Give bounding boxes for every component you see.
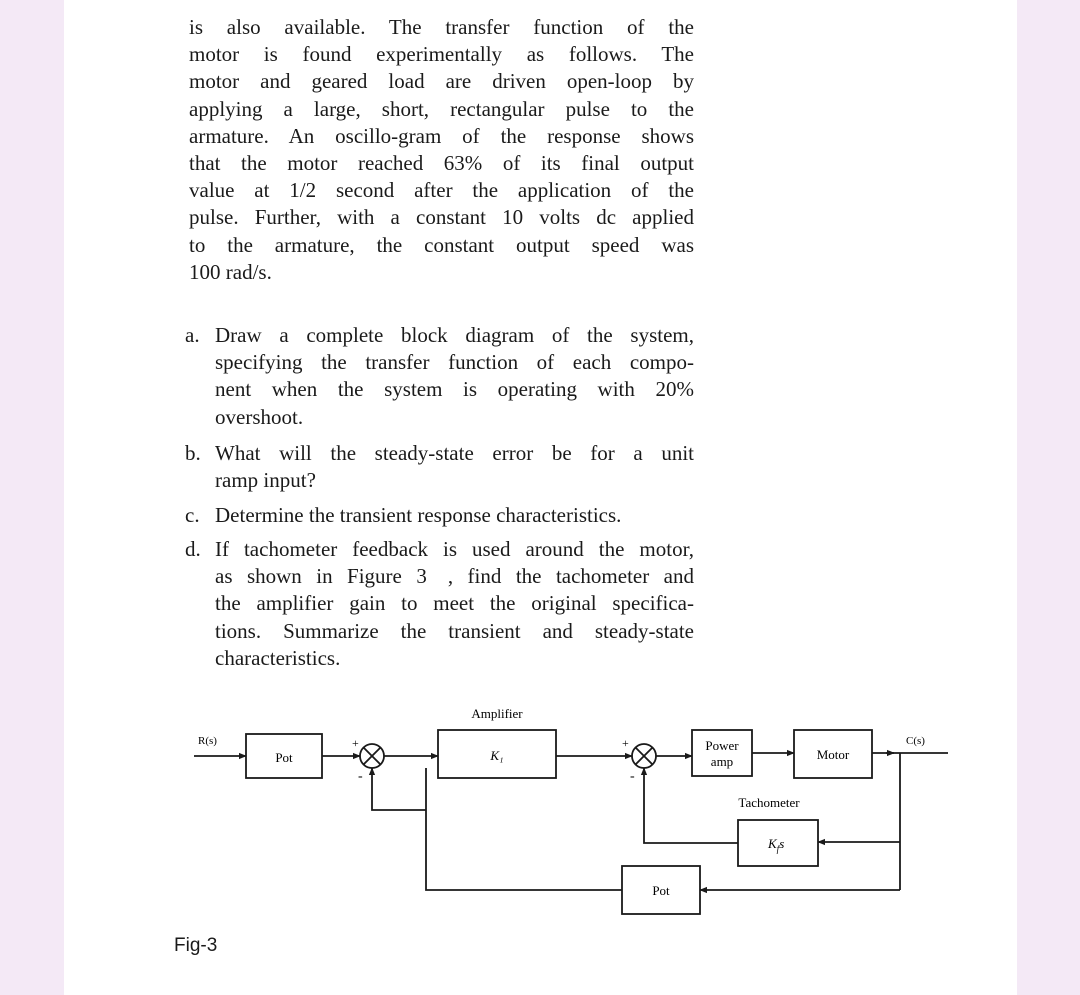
intro-line: that the motor reached 63% of its final output <box>189 151 694 176</box>
intro-line: motor is found experimentally as follows. The <box>189 42 694 67</box>
figure-label: Fig-3 <box>174 935 218 956</box>
question-b <box>185 440 694 494</box>
question-line: as shown in Figure 3 , find the tachometer and <box>215 564 694 589</box>
question-c <box>185 502 694 529</box>
intro-line: value at 1/2 second after the application of the <box>189 178 694 203</box>
intro-line: armature. An oscillo-gram of the response shows <box>189 123 694 148</box>
question-line: the amplifier gain to meet the original specifica- <box>215 591 694 616</box>
input-label: R(s) <box>198 735 217 747</box>
question-line: If tachometer feedback is used around the motor, <box>215 537 694 561</box>
pot-input-label: Pot <box>275 750 293 765</box>
intro-paragraph <box>189 14 694 286</box>
minus-sign-1: - <box>358 769 363 784</box>
question-line: What will the steady-state error be for a unit <box>215 441 694 465</box>
tach-feedback-arrow <box>644 768 738 843</box>
tachometer-block <box>738 820 818 866</box>
question-label: c. <box>185 503 200 527</box>
question-line: Determine the transient response characteristics. <box>215 503 622 527</box>
tach-gain-s: s <box>779 836 785 851</box>
question-line: overshoot. <box>215 404 304 429</box>
question-line: Draw a complete block diagram of the system, <box>215 323 694 347</box>
question-line: tions. Summarize the transient and steady-state <box>215 618 694 643</box>
plus-sign-1: + <box>352 736 359 750</box>
pot-feedback-arrow <box>372 768 426 810</box>
question-line: ramp input? <box>215 468 316 493</box>
pot-feedback-line <box>426 768 622 890</box>
question-label: a. <box>185 323 200 347</box>
question-label: b. <box>185 441 201 465</box>
document-page <box>64 0 1017 995</box>
motor-label: Motor <box>816 747 850 762</box>
power-amp-label: Power <box>705 738 739 753</box>
tach-gain-k: K <box>768 836 777 851</box>
pot-feedback-label: Pot <box>652 883 670 898</box>
tach-gain-sub: f <box>776 844 780 854</box>
output-label: C(s) <box>906 735 925 747</box>
power-amp-label-2: amp <box>710 754 734 769</box>
plus-sign-2: + <box>622 736 629 750</box>
question-d <box>185 536 694 672</box>
block-diagram <box>166 690 925 920</box>
power-amp-block <box>692 730 752 776</box>
intro-line: pulse. Further, with a constant 10 volts dc applied <box>189 205 694 230</box>
intro-line: applying a large, short, rectangular pulse to the <box>189 96 694 121</box>
question-label: d. <box>185 537 201 561</box>
summing-junction-2 <box>632 744 656 768</box>
question-a <box>185 322 694 431</box>
question-line: specifying the transfer function of each compo- <box>215 350 694 375</box>
minus-sign-2: - <box>630 769 635 784</box>
tachometer-title: Tachometer <box>738 795 800 810</box>
intro-line: motor and geared load are driven open-loop by <box>189 69 694 94</box>
question-line: nent when the system is operating with 20% <box>215 377 694 402</box>
amplifier-title: Amplifier <box>471 706 523 721</box>
intro-line: to the armature, the constant output speed was <box>189 232 694 257</box>
summing-junction-1 <box>360 744 384 768</box>
question-line: characteristics. <box>215 645 341 670</box>
intro-line: is also available. The transfer function of the <box>189 15 694 39</box>
intro-line: 100 rad/s. <box>189 259 272 284</box>
amplifier-gain: K₁ <box>490 748 504 763</box>
